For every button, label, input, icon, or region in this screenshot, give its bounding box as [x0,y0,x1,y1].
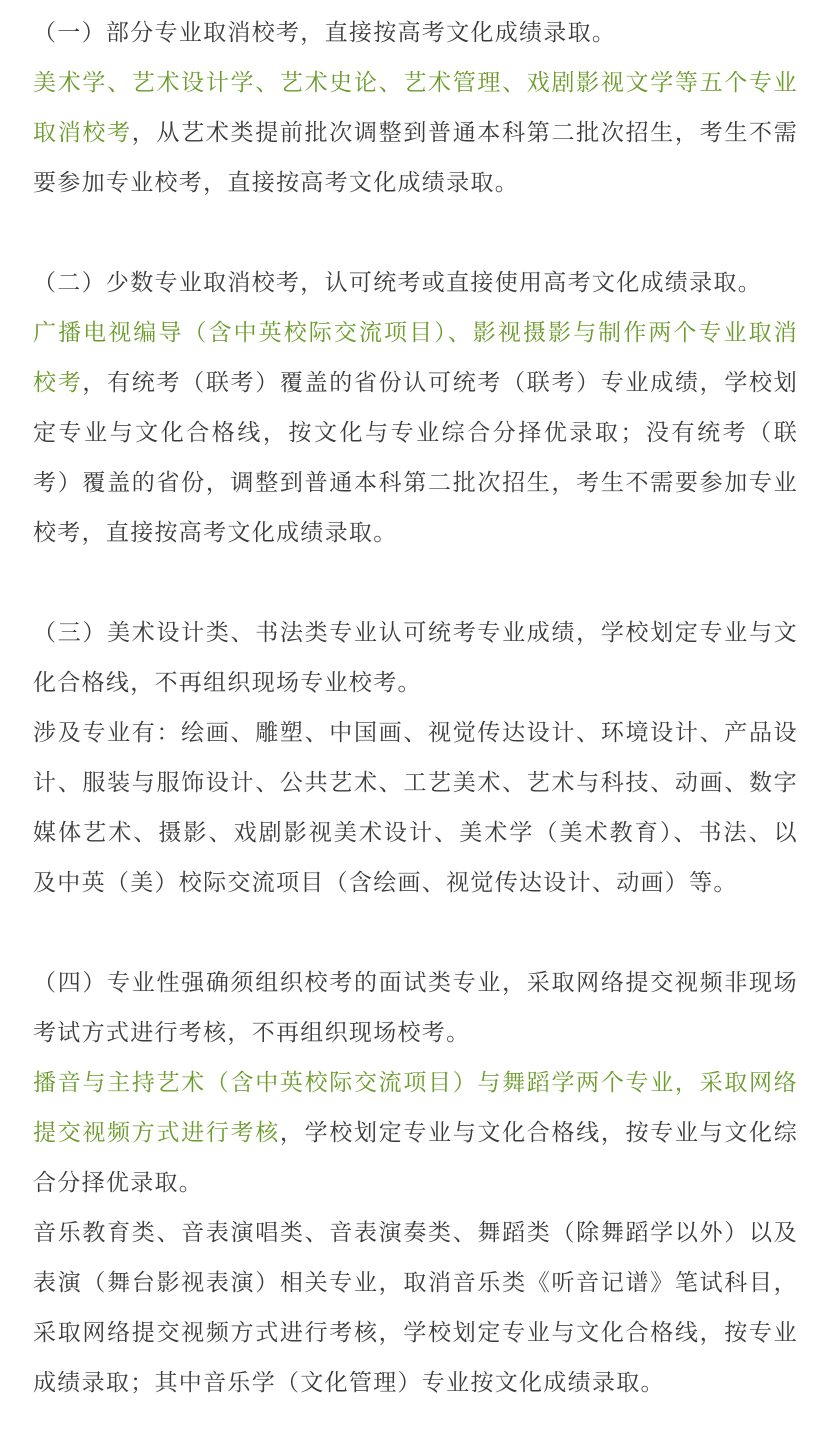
section-1-text-line-2: ，从艺术类提前批次调整到普通本科第二批次招生，考生不需 [131,120,798,146]
section-3-heading-line-2: 化合格线，不再组织现场专业校考。 [33,670,422,696]
section-1-highlight-line-2: 取消校考 [33,120,132,146]
section-2-paragraph-line-3: 定专业与文化合格线，按文化与专业综合分择优录取；没有统考（联 [33,420,798,446]
section-4-paragraph-line-6: 采取网络提交视频方式进行考核，学校划定专业与文化合格线，按专业 [33,1320,798,1346]
section-2-heading: （二）少数专业取消校考，认可统考或直接使用高考文化成绩录取。 [33,270,762,296]
section-4-paragraph-line-5: 表演（舞台影视表演）相关专业，取消音乐类《听音记谱》笔试科目， [33,1270,798,1296]
section-1-highlight-line-1: 美术学、艺术设计学、艺术史论、艺术管理、戏剧影视文学等五个专业 [33,70,798,96]
section-1-paragraph-line-3: 要参加专业校考，直接按高考文化成绩录取。 [33,170,519,196]
section-4-highlight-line-2: 提交视频方式进行考核 [33,1120,280,1146]
section-4-highlight-line-1: 播音与主持艺术（含中英校际交流项目）与舞蹈学两个专业，采取网络 [33,1070,798,1096]
section-4-heading-line-1: （四）专业性强确须组织校考的面试类专业，采取网络提交视频非现场 [33,970,798,996]
section-4-paragraph-line-7: 成绩录取；其中音乐学（文化管理）专业按文化成绩录取。 [33,1370,665,1396]
section-4-paragraph-line-4: 音乐教育类、音表演唱类、音表演奏类、舞蹈类（除舞蹈学以外）以及 [33,1220,798,1246]
section-4-text-line-2: ，学校划定专业与文化合格线，按专业与文化综 [279,1120,798,1146]
section-2-paragraph-line-2 [33,358,798,408]
section-3-paragraph-line-2: 计、服装与服饰设计、公共艺术、工艺美术、艺术与科技、动画、数字 [33,770,798,796]
section-4-heading-line-2: 考试方式进行考核，不再组织现场校考。 [33,1020,471,1046]
section-2-highlight-line-1: 广播电视编导（含中英校际交流项目）、影视摄影与制作两个专业取消 [33,320,798,346]
section-2-paragraph-line-5: 校考，直接按高考文化成绩录取。 [33,520,398,546]
section-3-paragraph-line-4: 及中英（美）校际交流项目（含绘画、视觉传达设计、动画）等。 [33,870,738,896]
section-3-heading-line-1: （三）美术设计类、书法类专业认可统考专业成绩，学校划定专业与文 [33,620,798,646]
section-3-paragraph-line-1: 涉及专业有：绘画、雕塑、中国画、视觉传达设计、环境设计、产品设 [33,720,798,746]
section-2-paragraph-line-4: 考）覆盖的省份，调整到普通本科第二批次招生，考生不需要参加专业 [33,470,798,496]
section-2-highlight-line-2: 校考 [33,370,83,396]
section-4-paragraph-line-3: 合分择优录取。 [33,1170,204,1196]
section-1-heading: （一）部分专业取消校考，直接按高考文化成绩录取。 [33,20,617,46]
section-1-paragraph-line-2 [33,108,798,158]
section-4-paragraph-line-2 [33,1108,798,1158]
section-2-text-line-2: ，有统考（联考）覆盖的省份认可统考（联考）专业成绩，学校划 [82,370,798,396]
section-3-paragraph-line-3: 媒体艺术、摄影、戏剧影视美术设计、美术学（美术教育）、书法、以 [33,820,798,846]
